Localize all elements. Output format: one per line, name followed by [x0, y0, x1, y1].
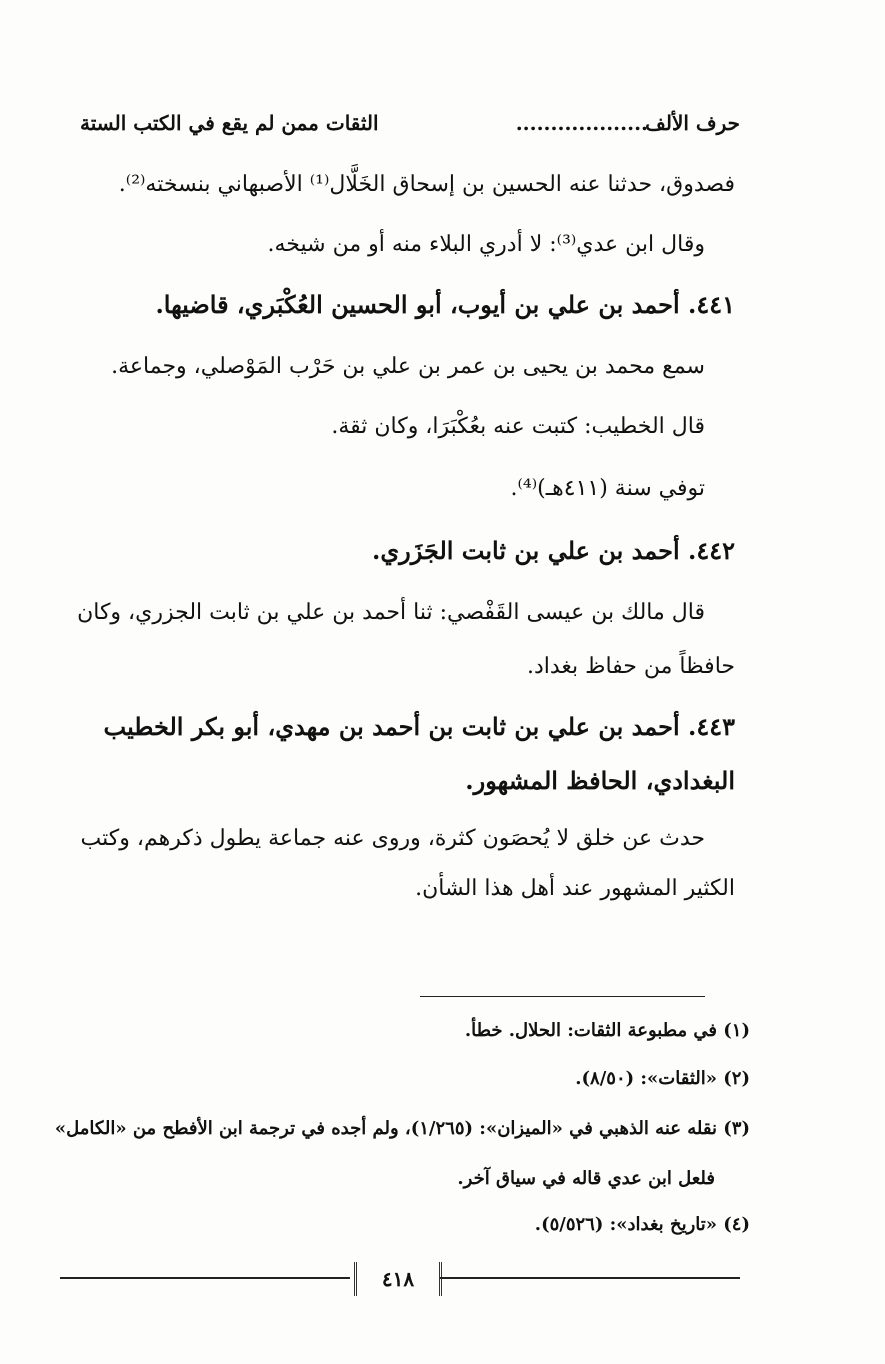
footnote-4: (٤) «تاريخ بغداد»: (٥/٥٢٦). — [534, 1214, 750, 1235]
footer-rule-right — [440, 1277, 740, 1279]
entry-heading-441: ٤٤١. أحمد بن علي بن أيوب، أبو الحسين العُكْبَري، قاضيها. — [155, 290, 735, 319]
body-line: فصدوق، حدثنا عنه الحسين بن إسحاق الخَلَّال⁽¹⁾ الأصبهاني بنسخته⁽²⁾. — [118, 172, 735, 197]
body-line: سمع محمد بن يحيى بن عمر بن علي بن حَرْب المَوْصلي، وجماعة. — [111, 354, 705, 379]
body-line: قال الخطيب: كتبت عنه بعُكْبَرَا، وكان ثقة. — [331, 414, 705, 439]
running-header — [80, 108, 740, 138]
body-line: حافظاً من حفاظ بغداد. — [526, 654, 735, 679]
entry-heading-443-cont: البغدادي، الحافظ المشهور. — [465, 766, 735, 795]
footnote-3-cont: فلعل ابن عدي قاله في سياق آخر. — [457, 1168, 715, 1189]
body-line: توفي سنة (٤١١هـ)⁽⁴⁾. — [510, 476, 705, 501]
footnote-3: (٣) نقله عنه الذهبي في «الميزان»: (١/٢٦٥)، ولم أجده في ترجمة ابن الأفطح من «الكامل» — [54, 1118, 750, 1139]
body-line: قال مالك بن عيسى القَفْصي: ثنا أحمد بن علي بن ثابت الجزري، وكان — [77, 600, 705, 625]
entry-heading-442: ٤٤٢. أحمد بن علي بن ثابت الجَزَري. — [372, 536, 735, 565]
body-line: الكثير المشهور عند أهل هذا الشأن. — [415, 876, 735, 901]
body-line: حدث عن خلق لا يُحصَون كثرة، وروى عنه جماعة يطول ذكرهم، وكتب — [80, 826, 705, 851]
entry-heading-443: ٤٤٣. أحمد بن علي بن ثابت بن أحمد بن مهدي، أبو بكر الخطيب — [103, 712, 735, 741]
footnote-2: (٢) «الثقات»: (٨/٥٠). — [575, 1068, 750, 1089]
body-line: وقال ابن عدي⁽³⁾: لا أدري البلاء منه أو من شيخه. — [267, 232, 705, 257]
footnote-separator — [420, 996, 705, 997]
footnote-1: (١) في مطبوعة الثقات: الحلال. خطأ. — [464, 1020, 750, 1041]
header-leader-dots: ................... — [515, 111, 648, 135]
book-title: الثقات ممن لم يقع في الكتب الستة — [80, 111, 379, 135]
footer-rule-left — [60, 1277, 350, 1279]
page-number: ٤١٨ — [354, 1262, 442, 1296]
chapter-title: حرف الألف — [645, 111, 740, 135]
